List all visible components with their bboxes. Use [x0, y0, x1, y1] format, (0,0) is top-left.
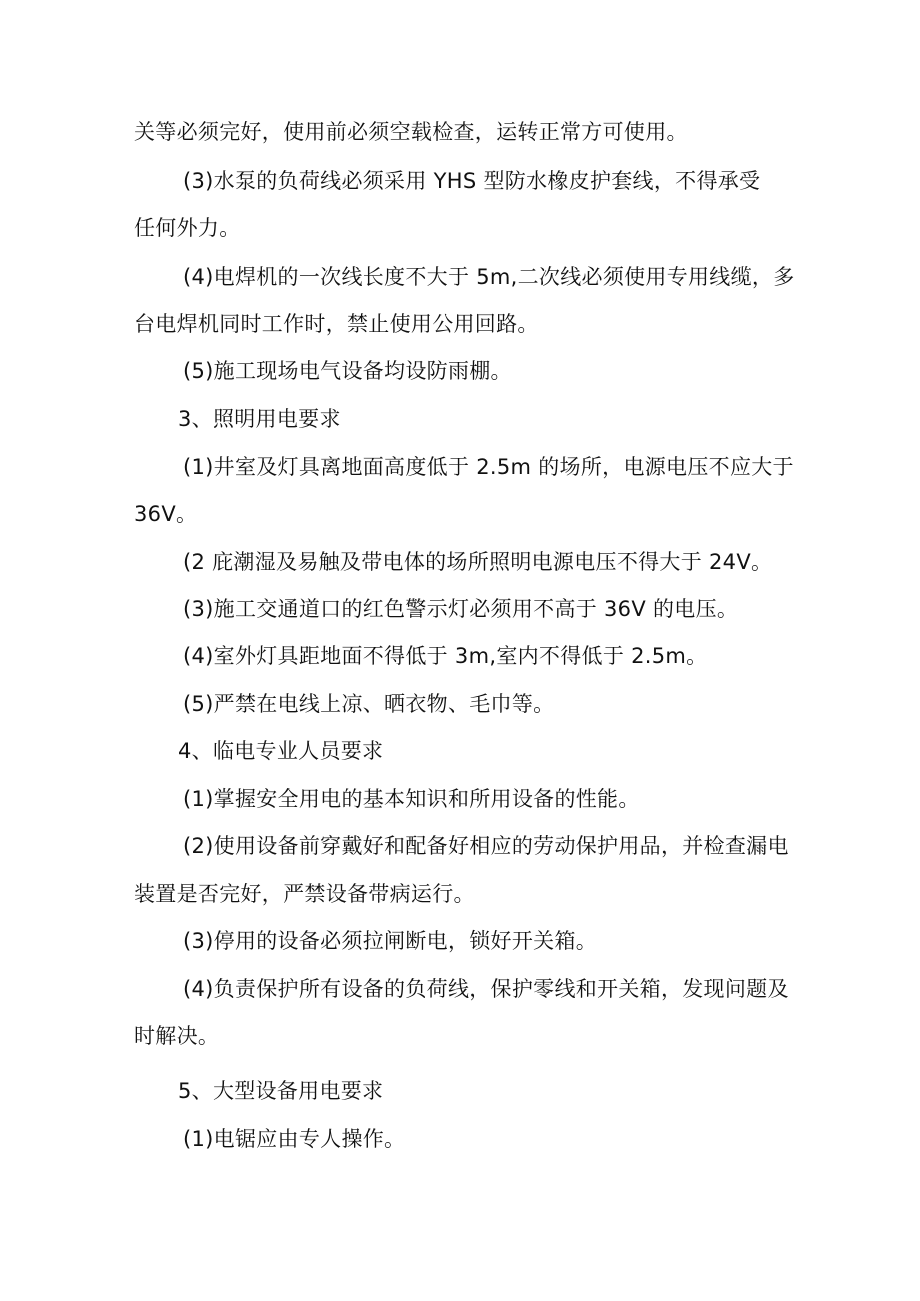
paragraph-line: 36V。 [134, 502, 198, 526]
paragraph-line: 装置是否完好，严禁设备带病运行。 [134, 882, 475, 906]
list-item-line: (3)水泵的负荷线必须采用 YHS 型防水橡皮护套线，不得承受 [183, 169, 761, 193]
list-item-line: (4)室外灯具距地面不得低于 3m,室内不得低于 2.5m。 [183, 644, 708, 668]
list-item-line: (5)施工现场电气设备均设防雨棚。 [183, 359, 512, 383]
paragraph-line: 任何外力。 [134, 216, 241, 240]
section-heading: 3、照明用电要求 [178, 407, 341, 431]
list-item-line: (5)严禁在电线上凉、晒衣物、毛巾等。 [183, 692, 555, 716]
paragraph-line: 时解决。 [134, 1024, 220, 1048]
list-item-line: (2)使用设备前穿戴好和配备好相应的劳动保护用品，并检查漏电 [183, 834, 789, 858]
section-heading: 5、大型设备用电要求 [178, 1079, 384, 1103]
paragraph-line: 台电焊机同时工作时，禁止使用公用回路。 [134, 312, 539, 336]
list-item-line: (1)电锯应由专人操作。 [183, 1127, 406, 1151]
list-item-line: (1)井室及灯具离地面高度低于 2.5m 的场所，电源电压不应大于 [183, 455, 794, 479]
paragraph-line: 关等必须完好，使用前必须空载检查，运转正常方可使用。 [134, 120, 688, 144]
list-item-line: (2 庇潮湿及易触及带电体的场所照明电源电压不得大于 24V。 [183, 550, 773, 574]
section-heading: 4、临电专业人员要求 [178, 739, 384, 763]
list-item-line: (4)电焊机的一次线长度不大于 5m,二次线必须使用专用线缆，多 [183, 265, 795, 289]
list-item-line: (3)停用的设备必须拉闸断电，锁好开关箱。 [183, 929, 598, 953]
list-item-line: (3)施工交通道口的红色警示灯必须用不高于 36V 的电压。 [183, 597, 739, 621]
list-item-line: (1)掌握安全用电的基本知识和所用设备的性能。 [183, 787, 640, 811]
list-item-line: (4)负责保护所有设备的负荷线，保护零线和开关箱，发现问题及 [183, 977, 789, 1001]
